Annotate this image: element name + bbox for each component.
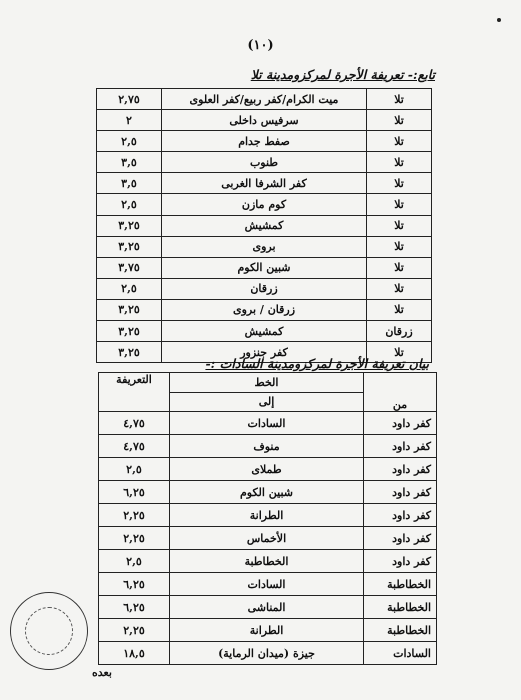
table-row bbox=[99, 550, 437, 573]
header-line: الخط bbox=[170, 373, 364, 393]
section1-title: تابع:- تعريفة الأجرة لمركزومدينة تلا bbox=[250, 67, 435, 82]
cell-fare: ٢,٥ bbox=[99, 458, 170, 481]
cell-line: ميت الكرام/كفر ربيع/كفر العلوى bbox=[162, 89, 367, 110]
cell-from: تلا bbox=[367, 152, 432, 173]
cell-fare: ٢ bbox=[97, 110, 162, 131]
cell-line: كمشيش bbox=[162, 215, 367, 236]
cell-fare: ٢,٧٥ bbox=[97, 89, 162, 110]
cell-line: زرقان bbox=[162, 278, 367, 299]
table-row bbox=[99, 573, 437, 596]
header-to: إلى bbox=[170, 392, 364, 412]
table-row bbox=[99, 435, 437, 458]
cell-line: سرفيس داخلى bbox=[162, 110, 367, 131]
fare-table-tala bbox=[96, 88, 432, 363]
cell-to: الطرانة bbox=[170, 619, 364, 642]
cell-fare: ٣,٢٥ bbox=[97, 215, 162, 236]
cell-from: الخطاطبة bbox=[364, 619, 437, 642]
table-row bbox=[99, 619, 437, 642]
cell-line: كوم مازن bbox=[162, 194, 367, 215]
cell-fare: ٣,٢٥ bbox=[97, 299, 162, 320]
cell-fare: ٢,٥ bbox=[97, 194, 162, 215]
cell-from: تلا bbox=[367, 257, 432, 278]
table-row bbox=[99, 504, 437, 527]
cell-from: تلا bbox=[367, 173, 432, 194]
cell-from: زرقان bbox=[367, 321, 432, 342]
table-row bbox=[97, 131, 432, 152]
cell-to: منوف bbox=[170, 435, 364, 458]
cell-fare: ٦,٢٥ bbox=[99, 596, 170, 619]
cell-fare: ٣,٢٥ bbox=[97, 236, 162, 257]
cell-from: الخطاطبة bbox=[364, 573, 437, 596]
table-row bbox=[99, 458, 437, 481]
cell-fare: ٣,٢٥ bbox=[97, 321, 162, 342]
table-row bbox=[99, 527, 437, 550]
cell-to: المناشى bbox=[170, 596, 364, 619]
cell-line: طنوب bbox=[162, 152, 367, 173]
table-row bbox=[99, 481, 437, 504]
fare-table-sadat bbox=[98, 372, 437, 665]
table-row bbox=[97, 236, 432, 257]
footer-continued: بعده bbox=[92, 666, 112, 679]
cell-fare: ٣,٥ bbox=[97, 152, 162, 173]
cell-from: كفر داود bbox=[364, 481, 437, 504]
table-row bbox=[99, 642, 437, 665]
cell-from: السادات bbox=[364, 642, 437, 665]
official-seal-stamp bbox=[10, 592, 88, 670]
cell-from: كفر داود bbox=[364, 504, 437, 527]
table-row bbox=[97, 321, 432, 342]
cell-fare: ٢,٥ bbox=[99, 550, 170, 573]
table-row bbox=[97, 194, 432, 215]
cell-from: كفر داود bbox=[364, 412, 437, 435]
table-row bbox=[97, 299, 432, 320]
cell-from: تلا bbox=[367, 342, 432, 363]
table-row bbox=[97, 215, 432, 236]
cell-from: كفر داود bbox=[364, 527, 437, 550]
cell-fare: ٣,٢٥ bbox=[97, 342, 162, 363]
cell-from: كفر داود bbox=[364, 435, 437, 458]
cell-line: كمشيش bbox=[162, 321, 367, 342]
cell-fare: ٤,٧٥ bbox=[99, 435, 170, 458]
cell-fare: ٣,٧٥ bbox=[97, 257, 162, 278]
table-row bbox=[97, 257, 432, 278]
cell-to: السادات bbox=[170, 573, 364, 596]
header-from: من bbox=[364, 373, 437, 412]
cell-from: كفر داود bbox=[364, 458, 437, 481]
cell-line: صفط جدام bbox=[162, 131, 367, 152]
cell-line: كفر الشرفا الغربى bbox=[162, 173, 367, 194]
page-dot bbox=[497, 18, 501, 22]
table-row bbox=[99, 596, 437, 619]
cell-fare: ٣,٥ bbox=[97, 173, 162, 194]
cell-from: تلا bbox=[367, 215, 432, 236]
header-fare: التعريفة bbox=[99, 373, 170, 412]
cell-to: الخطاطبة bbox=[170, 550, 364, 573]
fare-table-sadat-body bbox=[99, 412, 437, 665]
table-row bbox=[97, 278, 432, 299]
table-header-row bbox=[99, 373, 437, 393]
cell-from: تلا bbox=[367, 194, 432, 215]
cell-to: الطرانة bbox=[170, 504, 364, 527]
cell-from: تلا bbox=[367, 131, 432, 152]
seal-inner-ring bbox=[25, 607, 73, 655]
cell-from: تلا bbox=[367, 236, 432, 257]
cell-fare: ١٨,٥ bbox=[99, 642, 170, 665]
page-number: (١٠) bbox=[247, 38, 274, 53]
cell-line: بروى bbox=[162, 236, 367, 257]
cell-line: كفر جنزور bbox=[162, 342, 367, 363]
cell-to: السادات bbox=[170, 412, 364, 435]
table-row bbox=[97, 110, 432, 131]
table-row bbox=[99, 412, 437, 435]
cell-line: زرقان / بروى bbox=[162, 299, 367, 320]
cell-from: تلا bbox=[367, 89, 432, 110]
cell-fare: ٢,٢٥ bbox=[99, 504, 170, 527]
cell-fare: ٦,٢٥ bbox=[99, 481, 170, 504]
cell-to: جيزة (ميدان الرماية) bbox=[170, 642, 364, 665]
cell-fare: ٢,٢٥ bbox=[99, 619, 170, 642]
cell-from: تلا bbox=[367, 278, 432, 299]
section2-title: بيان تعريفة الأجرة لمركزومدينة السادات :- bbox=[205, 356, 429, 371]
cell-to: طملاى bbox=[170, 458, 364, 481]
cell-to: شبين الكوم bbox=[170, 481, 364, 504]
cell-from: تلا bbox=[367, 110, 432, 131]
cell-fare: ٢,٥ bbox=[97, 131, 162, 152]
table-row bbox=[97, 152, 432, 173]
cell-from: الخطاطبة bbox=[364, 596, 437, 619]
table-row bbox=[97, 89, 432, 110]
cell-fare: ٦,٢٥ bbox=[99, 573, 170, 596]
cell-from: كفر داود bbox=[364, 550, 437, 573]
cell-to: الأخماس bbox=[170, 527, 364, 550]
cell-from: تلا bbox=[367, 299, 432, 320]
cell-fare: ٢,٢٥ bbox=[99, 527, 170, 550]
table-row bbox=[97, 173, 432, 194]
fare-table-tala-body bbox=[97, 89, 432, 363]
cell-fare: ٢,٥ bbox=[97, 278, 162, 299]
cell-line: شبين الكوم bbox=[162, 257, 367, 278]
cell-fare: ٤,٧٥ bbox=[99, 412, 170, 435]
